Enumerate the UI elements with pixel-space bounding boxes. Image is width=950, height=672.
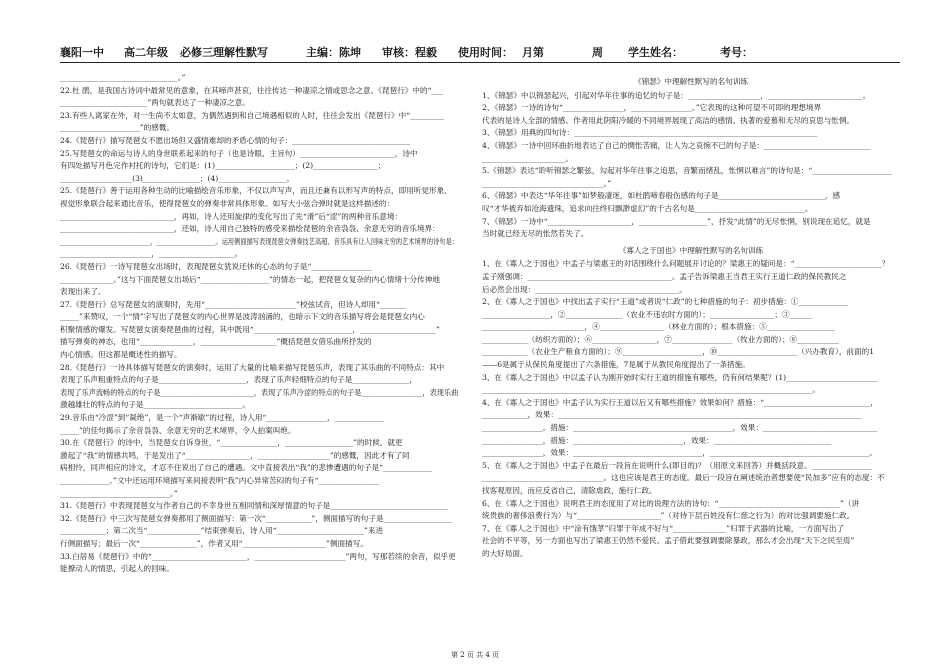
question-line: _____________________________。” [60, 488, 178, 498]
question-line: 能撩动人的情思，引起人的回味。 [60, 564, 174, 574]
question-line: 23.有些人离家在外，对一生尚不太如意，为偶然遇到和自己境遇相似的人时，往往会发出《琵琶行》中“_________ [60, 110, 445, 120]
question-line: ___________________(3)_______________；(4)__________________。 [60, 173, 295, 183]
question-line: 表现出来了。 [60, 287, 106, 297]
month-label: 月第 [522, 46, 544, 59]
question-line: ___________________________，④_________________（林业方面的）；根本措施：⑤__________________ [482, 322, 836, 332]
question-line: 视觉形象联合起来通比音乐，使得琵琶女的弹奏非常具体形象。如写大小弦合弹时就是这样描述的： [60, 198, 395, 208]
question-line: _____”的佳句揭示了余音袅袅、余意无穷的艺术境界，令人拍案叫绝。 [60, 425, 296, 435]
question-line: 有四处描写月色完作衬托的诗句，它们是：(1)_____________________；(2)_________________； [60, 161, 386, 171]
question-line: 病相怜，同声相应的诗文，才忍不住说出了自己的遭遇。文中直接表出“我”的悲惨遭遇的句子是“_____________ [60, 463, 433, 473]
question-line: ______________________________，还如，诗人用自己独特的感受来描绘琵琶的余音袅袅、余意无穷的音乐境界： [60, 224, 440, 234]
question-line: __________________，②_______________（农业不违农时方面的）；_________________；③______ [482, 309, 813, 319]
question-line: 28.《琵琶行》一诗具体描写琵琶女的演奏时，运用了大量的比喻来描写琵琶乐声，表现了其乐曲的不同特点：其中 [60, 362, 445, 372]
question-line: 表现了乐声流畅的特点的句子是__________________________，表现了乐声冷涩的特点的句子是_________________，表现乐曲 [60, 387, 459, 397]
question-line: ____________（纺织方面的）；⑥_________________，⑦________________（牧业方面的）；⑧___________ [482, 334, 839, 344]
question-line: 后必然会出现：______________________________________。 [482, 284, 688, 294]
grade-label: 高二年级 [124, 46, 168, 59]
question-line: _______________________________________________________________________________________。 [482, 385, 820, 395]
question-line: 29.音乐由“冷涩”到“凝绝”，是一个“声渐歇”的过程，诗人用“________________，_____________ [60, 413, 385, 423]
question-line: ________________________，____________________。 [60, 249, 243, 259]
subject-label: 必修三理解性默写 [180, 46, 268, 59]
question-line: 31.《琵琶行》中表现琵琶女与作者自己的不幸身世互相同情和深厚情意的句子是_______________________________ [60, 501, 448, 511]
question-line: ____________；第二次当“______________”结束弹奏后，诗人用“_______________________”来进 [60, 526, 384, 536]
question-line: _______________________________。” [60, 73, 186, 82]
question-line: 30.在《琵琶行》的诗中，当琵琶女自诉身世，“_______________，__________________”的时候，就更 [60, 438, 403, 448]
editor-label: 主编：陈坤 [306, 46, 361, 59]
question-line: 27.《琵琶行》总写琵琶女的演奏时，先用“________________________”校弦试音，但诗人却用“_______ [60, 299, 407, 309]
question-line: 25.《琵琶行》善于运用各种生动的比喻描绘音乐形象，不仅以声写声，而且还兼有以形写声的特点，即用听觉形象、 [60, 186, 452, 196]
question-line: ________________________________。” [482, 178, 612, 188]
student-name-label: 学生姓名： [628, 46, 683, 59]
question-line: ______________。”这与下面琵琶女出场后“__________________”的情态一起，把琵琶女复杂的内心情绪十分传神地 [60, 274, 440, 284]
question-line: 7、《锦瑟》一诗中“______________________，__________________”，抒发“此情”的无尽怅惘，别说现在追忆，就是 [482, 216, 871, 226]
question-line: 4、《锦瑟》一诗中回环曲折地表达了自己的惆怅苦痛，让人为之哀惋不已的句子是：____________________________ [482, 140, 871, 150]
question-line: 的大好局面。 [482, 548, 528, 558]
question-line: _____”来赞叹，一个“情”字写出了琵琶女的内心世界是波涛汹涌的，也暗示下文的音乐描写将会是琵琶女内心 [60, 312, 425, 322]
question-line: ——6是属于从保民角度提出了六条措施，7是属于从教民角度提出了一条措施。 [482, 360, 750, 370]
question-line: ________________，效果：__________________________________，__________________________________________。 [482, 448, 877, 458]
question-line: 3、在《寡人之于国也》中以孟子认为刚开始时实行王道的措施有哪些，仍有何结果呢？(1)________________________ [482, 372, 878, 382]
page-header [60, 40, 900, 63]
question-line: 2、《锦瑟》一诗的诗句“________________，________________。”它表现的这种可望不可即的理想境界 [482, 103, 822, 113]
question-line: 激越雄壮的特点的句子是__________________________。 [60, 400, 250, 410]
question-line: 孟子刚强调：______________________________________。孟子告诉梁惠王当君王实行王道仁政的保民教民之 [482, 271, 847, 281]
question-line: ______________________。 [482, 153, 574, 163]
question-line: 22.杜 鹃，是我国古诗词中最常见的意象，在其啼声甚哀，往往传达一种凄凉之情或思念之意。《琵琶行》中的“___ [60, 85, 443, 95]
week-label: 周 [592, 46, 603, 59]
exam-number-label: 考号： [720, 46, 753, 59]
question-line: _____________________________，___________________。运用侧面描写表现琵琶女弹奏技艺高超、音乐具有让人回味无穷的艺术境界的诗句是： [60, 236, 459, 246]
question-line: ____________，效果：________________________________________________________________________________ [482, 410, 862, 420]
reviewer-label: 审核：程毅 [382, 46, 437, 59]
question-line: 25.写琵琶女的命运与诗人的身世联系起来的句子（也是诗眼、主旨句）_________________________，诗中 [60, 148, 418, 158]
question-line: 7、在《寡人之于国也》中“涂有饿莩”归罪于年成不好与“______________”归罪于武器的比喻，一方面写出了 [482, 523, 845, 533]
question-line: _____________。”文中还运用环境描写来间接表明“我”内心异常苦闷的句子有“________________ [60, 476, 380, 485]
question-line: ______________________________，再如，诗人还用旋律的变化写出了先“滑”后“涩”的两种音乐意境： [60, 211, 403, 221]
question-line: 表现了乐声粗重特点的句子是_______________________，表现了乐声轻细特点的句子是_______________， [60, 375, 417, 385]
question-line: 4、在《寡人之于国也》中孟子认为实行王道以后又有哪些措施？效果如何？措施：“____________________________， [482, 397, 878, 407]
question-line: 33.白居易《琵琶行》中的“_________________________，________________________”两句，写那若续的余音，似乎更 [60, 551, 456, 561]
left-column [60, 72, 458, 576]
question-line: 24.《琵琶行》描写琵琶女不愿出场但又盛情难却的矛盾心情的句子：_______________________________ [60, 135, 410, 145]
question-line: 叹“才华被弃如沧海遗珠，追求向往终归飘渺虚幻”的千古名句是_____________________________。 [482, 203, 813, 213]
question-line: 1、《锦瑟》中以锦瑟起兴，引起对华年往事的追忆的句子是：___________________，_________________________。 [482, 90, 871, 100]
question-line: 26.《琵琶行》一诗写琵琶女出场时，表现琵琶女犹说还休的心态的句子是“________________ [60, 261, 373, 271]
question-line: ____________（农业生产粮食方面的）；⑨_____________________，⑩_____________________（兴办教育），前面的1 [482, 347, 875, 357]
question-line: 社会的不平等，另一方面也写出了梁惠王仍然不爱民。孟子借此要强调要除暴政，那么才会出现“天下之民至焉” [482, 536, 855, 546]
question-line: 6、在《寡人之于国也》说明君王的态度用了对比的说理方法的诗句：“________________________________”（讲 [482, 498, 860, 508]
question-line: ________________，措施：_____________________________，效果：_______________________________ [482, 435, 832, 445]
question-line: ________________________________。这也应该是君王的态度。最后一段旨在阐述统治者想要使“民加多”应有的态度：不 [482, 473, 885, 483]
question-line: 找客观原因，而应反省自己，清除虐政，施行仁政。 [482, 486, 657, 495]
question-line: 行侧面描写；最后一次“_______________”，作者又用“______________________”侧面描写。 [60, 538, 368, 548]
question-line: 代表的是诗人全部的情感。作者用此阴阳冷暖的不同境界展现了高洁的感情、执著的爱慕和无尽的哀思与怅惘。 [482, 115, 855, 125]
question-line: 3、《锦瑟》用典的四句诗：________________________________________________________________ [482, 128, 818, 138]
question-line: 描写弹奏的神态，也用“______________，____________________”概括琵琶女借乐曲所抒发的 [60, 337, 372, 347]
question-line: 统贵族的奢侈浪费行为）与“______________________”（对待下层百姓没有仁慈之行为）的对比强调要施仁政。 [482, 511, 855, 521]
question-line: 激起了“我”的情感共鸣，于是发出了“_________________，___________________”的感慨，因此才有了同 [60, 450, 410, 460]
question-line: 当时就已经无尽的怅然若失了。 [482, 229, 589, 239]
question-line: 6、《锦瑟》中表达“华年往事”如梦般凄迷，如杜鹃啼春般伤感的句子是____________________________，感 [482, 191, 841, 201]
question-line: 1、在《寡人之于国也》中孟子与梁惠王的对话围绕什么问题展开讨论的？梁惠王的疑问是：“_______________________？ [482, 259, 890, 269]
section-title: 《寡人之于国也》中理解性默写的名句训练 [618, 245, 764, 255]
right-column [482, 72, 900, 561]
section-title: 《锦瑟》中理解性默写的名句训练 [634, 77, 748, 86]
school-name: 襄阳一中 [60, 46, 104, 59]
question-line: _____________________”的感慨。 [60, 123, 174, 133]
question-line: 5.《锦瑟》表达“聆听锦瑟之繁弦，勾起对华年往事之追思，音繁而绪乱，怅惘以难言”的诗句是：“_____________________ [482, 166, 892, 176]
question-line: _______________________”两句就表达了一种凄凉之意。 [60, 98, 250, 108]
question-line: 2、在《寡人之于国也》中找出孟子实行“王道”或者说“仁政”的七种措施的句子：初步措施：①_____________ [482, 297, 848, 307]
question-line: 5、在《寡人之于国也》中孟子在最后一段旨在说明什么(即目的)？（用原文来回答）并概括段意。________________ [482, 460, 873, 470]
question-line: 32.《琵琶行》中三次写琵琶女弹奏都用了侧面描写：第一次“____________”，侧面描写的句子是__________________ [60, 513, 452, 523]
question-line: ________________。措施：__________________________________________，效果：______________________________ [482, 423, 877, 433]
page-footer: 第 2 页 共 4 页 [450, 651, 500, 659]
time-label: 使用时间： [458, 46, 513, 59]
question-line: 内心情感。但这都是概述性的描写。 [60, 350, 182, 360]
question-line: 积聚情感的爆发。写琵琶女演奏琵琶曲的过程，其中既用“__________________________，____________________” [60, 324, 440, 334]
